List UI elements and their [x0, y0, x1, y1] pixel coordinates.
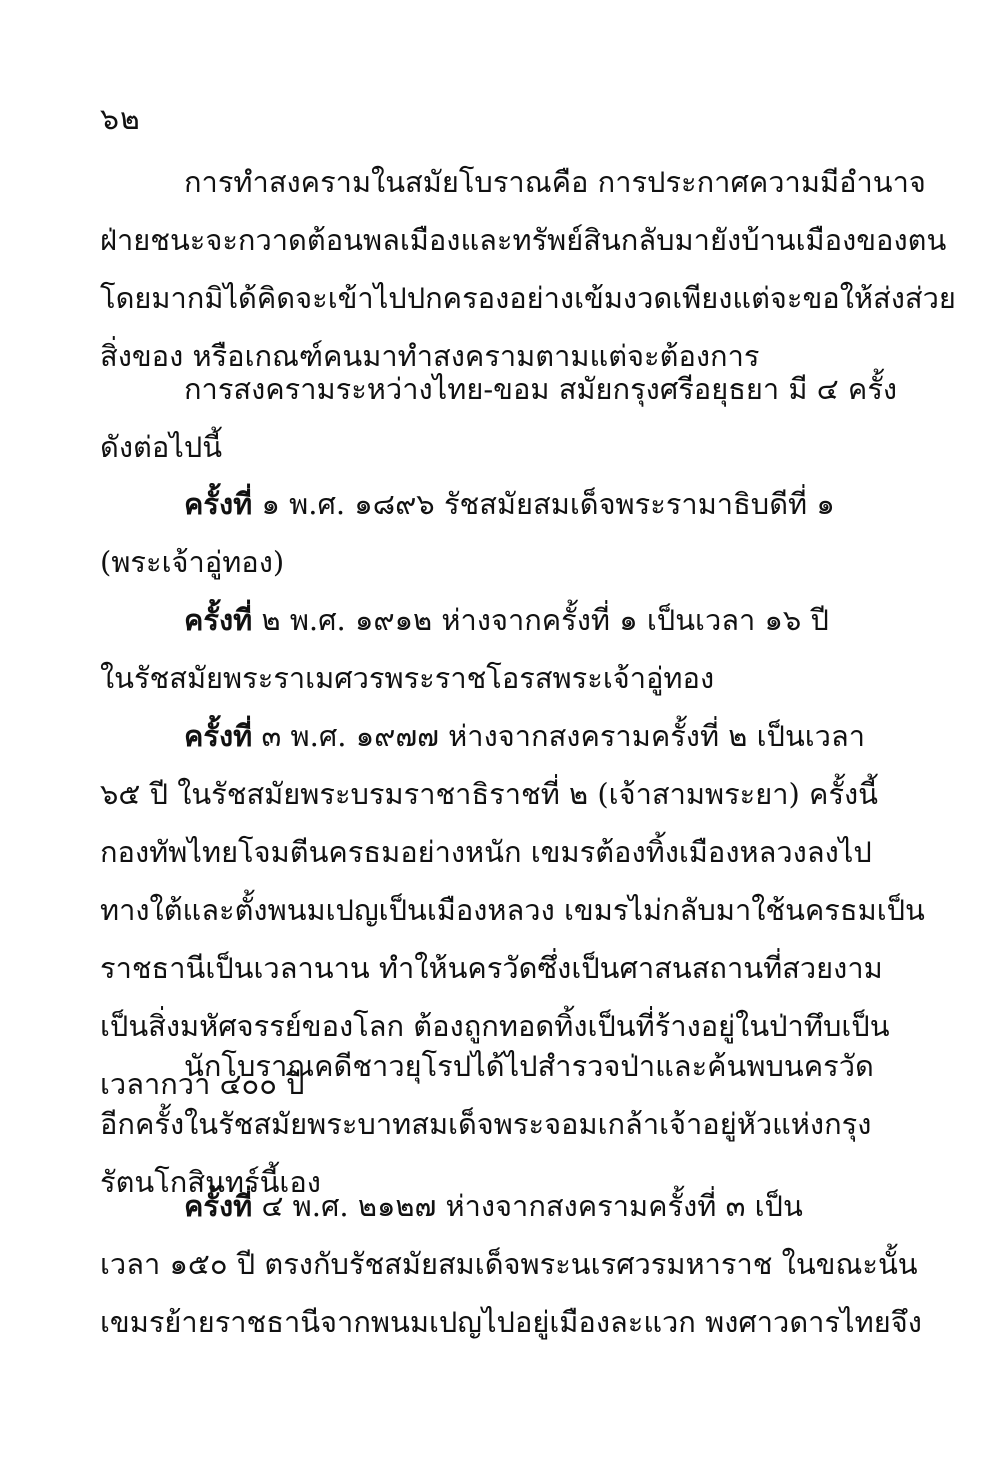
- page-number: ๖๒: [100, 102, 141, 137]
- paragraph-ancient-warfare: [100, 153, 956, 385]
- text-line: เวลากว่า ๔๐๐ ปี: [100, 1067, 305, 1101]
- war-3-text: ๓ พ.ศ. ๑๙๗๗ ห่างจากสงครามครั้งที่ ๒ เป็นเวลา: [261, 719, 866, 753]
- war-1-label: ครั้งที่: [184, 487, 253, 521]
- war-2-heading-line: [100, 591, 890, 649]
- paragraph-thai-khmer-wars-intro: [100, 360, 898, 476]
- war-entries-1-to-3: [100, 475, 925, 1113]
- war-3-label: ครั้งที่: [184, 719, 253, 753]
- text-line: ทางใต้และตั้งพนมเปญเป็นเมืองหลวง เขมรไม่กลับมาใช้นครธมเป็น: [100, 893, 925, 927]
- war-entry-4: [100, 1177, 922, 1351]
- text-line: ราชธานีเป็นเวลานาน ทำให้นครวัดซึ่งเป็นศาสนสถานที่สวยงาม: [100, 951, 883, 985]
- text-line: ในรัชสมัยพระราเมศวรพระราชโอรสพระเจ้าอู่ทอง: [100, 661, 715, 695]
- text-line: กองทัพไทยโจมตีนครธมอย่างหนัก เขมรต้องทิ้งเมืองหลวงลงไป: [100, 835, 872, 869]
- war-3-heading-line: [100, 707, 890, 765]
- text-line: ดังต่อไปนี้: [100, 430, 223, 464]
- text-line: ๖๕ ปี ในรัชสมัยพระบรมราชาธิราชที่ ๒ (เจ้าสามพระยา) ครั้งนี้: [100, 777, 879, 811]
- text-line: นักโบราณคดีชาวยุโรปได้ไปสำรวจป่าและค้นพบนครวัด: [184, 1049, 874, 1083]
- text-line: รัตนโกสินทร์นี้เอง: [100, 1165, 321, 1199]
- text-line: อีกครั้งในรัชสมัยพระบาทสมเด็จพระจอมเกล้าเจ้าอยู่หัวแห่งกรุง: [100, 1107, 872, 1141]
- text-line: การสงครามระหว่างไทย-ขอม สมัยกรุงศรีอยุธยา มี ๔ ครั้ง: [184, 372, 898, 406]
- war-1-heading-line: [100, 475, 890, 533]
- text-line: เขมรย้ายราชธานีจากพนมเปญไปอยู่เมืองละแวก พงศาวดารไทยจึง: [100, 1305, 922, 1339]
- text-line: เป็นสิ่งมหัศจรรย์ของโลก ต้องถูกทอดทิ้งเป็นที่ร้างอยู่ในป่าทึบเป็น: [100, 1009, 890, 1043]
- text-line: สิ่งของ หรือเกณฑ์คนมาทำสงครามตามแต่จะต้องการ: [100, 339, 760, 373]
- war-1-text: ๑ พ.ศ. ๑๘๙๖ รัชสมัยสมเด็จพระรามาธิบดีที่ ๑: [261, 487, 835, 521]
- text-line: เวลา ๑๕๐ ปี ตรงกับรัชสมัยสมเด็จพระนเรศวรมหาราช ในขณะนั้น: [100, 1247, 918, 1281]
- text-line: (พระเจ้าอู่ทอง): [100, 545, 285, 579]
- war-4-heading-line: [100, 1177, 890, 1235]
- war-4-text: ๔ พ.ศ. ๒๑๒๗ ห่างจากสงครามครั้งที่ ๓ เป็น: [261, 1189, 803, 1223]
- war-2-text: ๒ พ.ศ. ๑๙๑๒ ห่างจากครั้งที่ ๑ เป็นเวลา ๑๖ ปี: [261, 603, 829, 637]
- text-line: การทำสงครามในสมัยโบราณคือ การประกาศความมีอำนาจ: [184, 165, 926, 199]
- war-4-label: ครั้งที่: [184, 1189, 253, 1223]
- war-2-label: ครั้งที่: [184, 603, 253, 637]
- text-line: ฝ่ายชนะจะกวาดต้อนพลเมืองและทรัพย์สินกลับมายังบ้านเมืองของตน: [100, 223, 947, 257]
- text-line: โดยมากมิได้คิดจะเข้าไปปกครองอย่างเข้มงวดเพียงแต่จะขอให้ส่งส่วย: [100, 281, 956, 315]
